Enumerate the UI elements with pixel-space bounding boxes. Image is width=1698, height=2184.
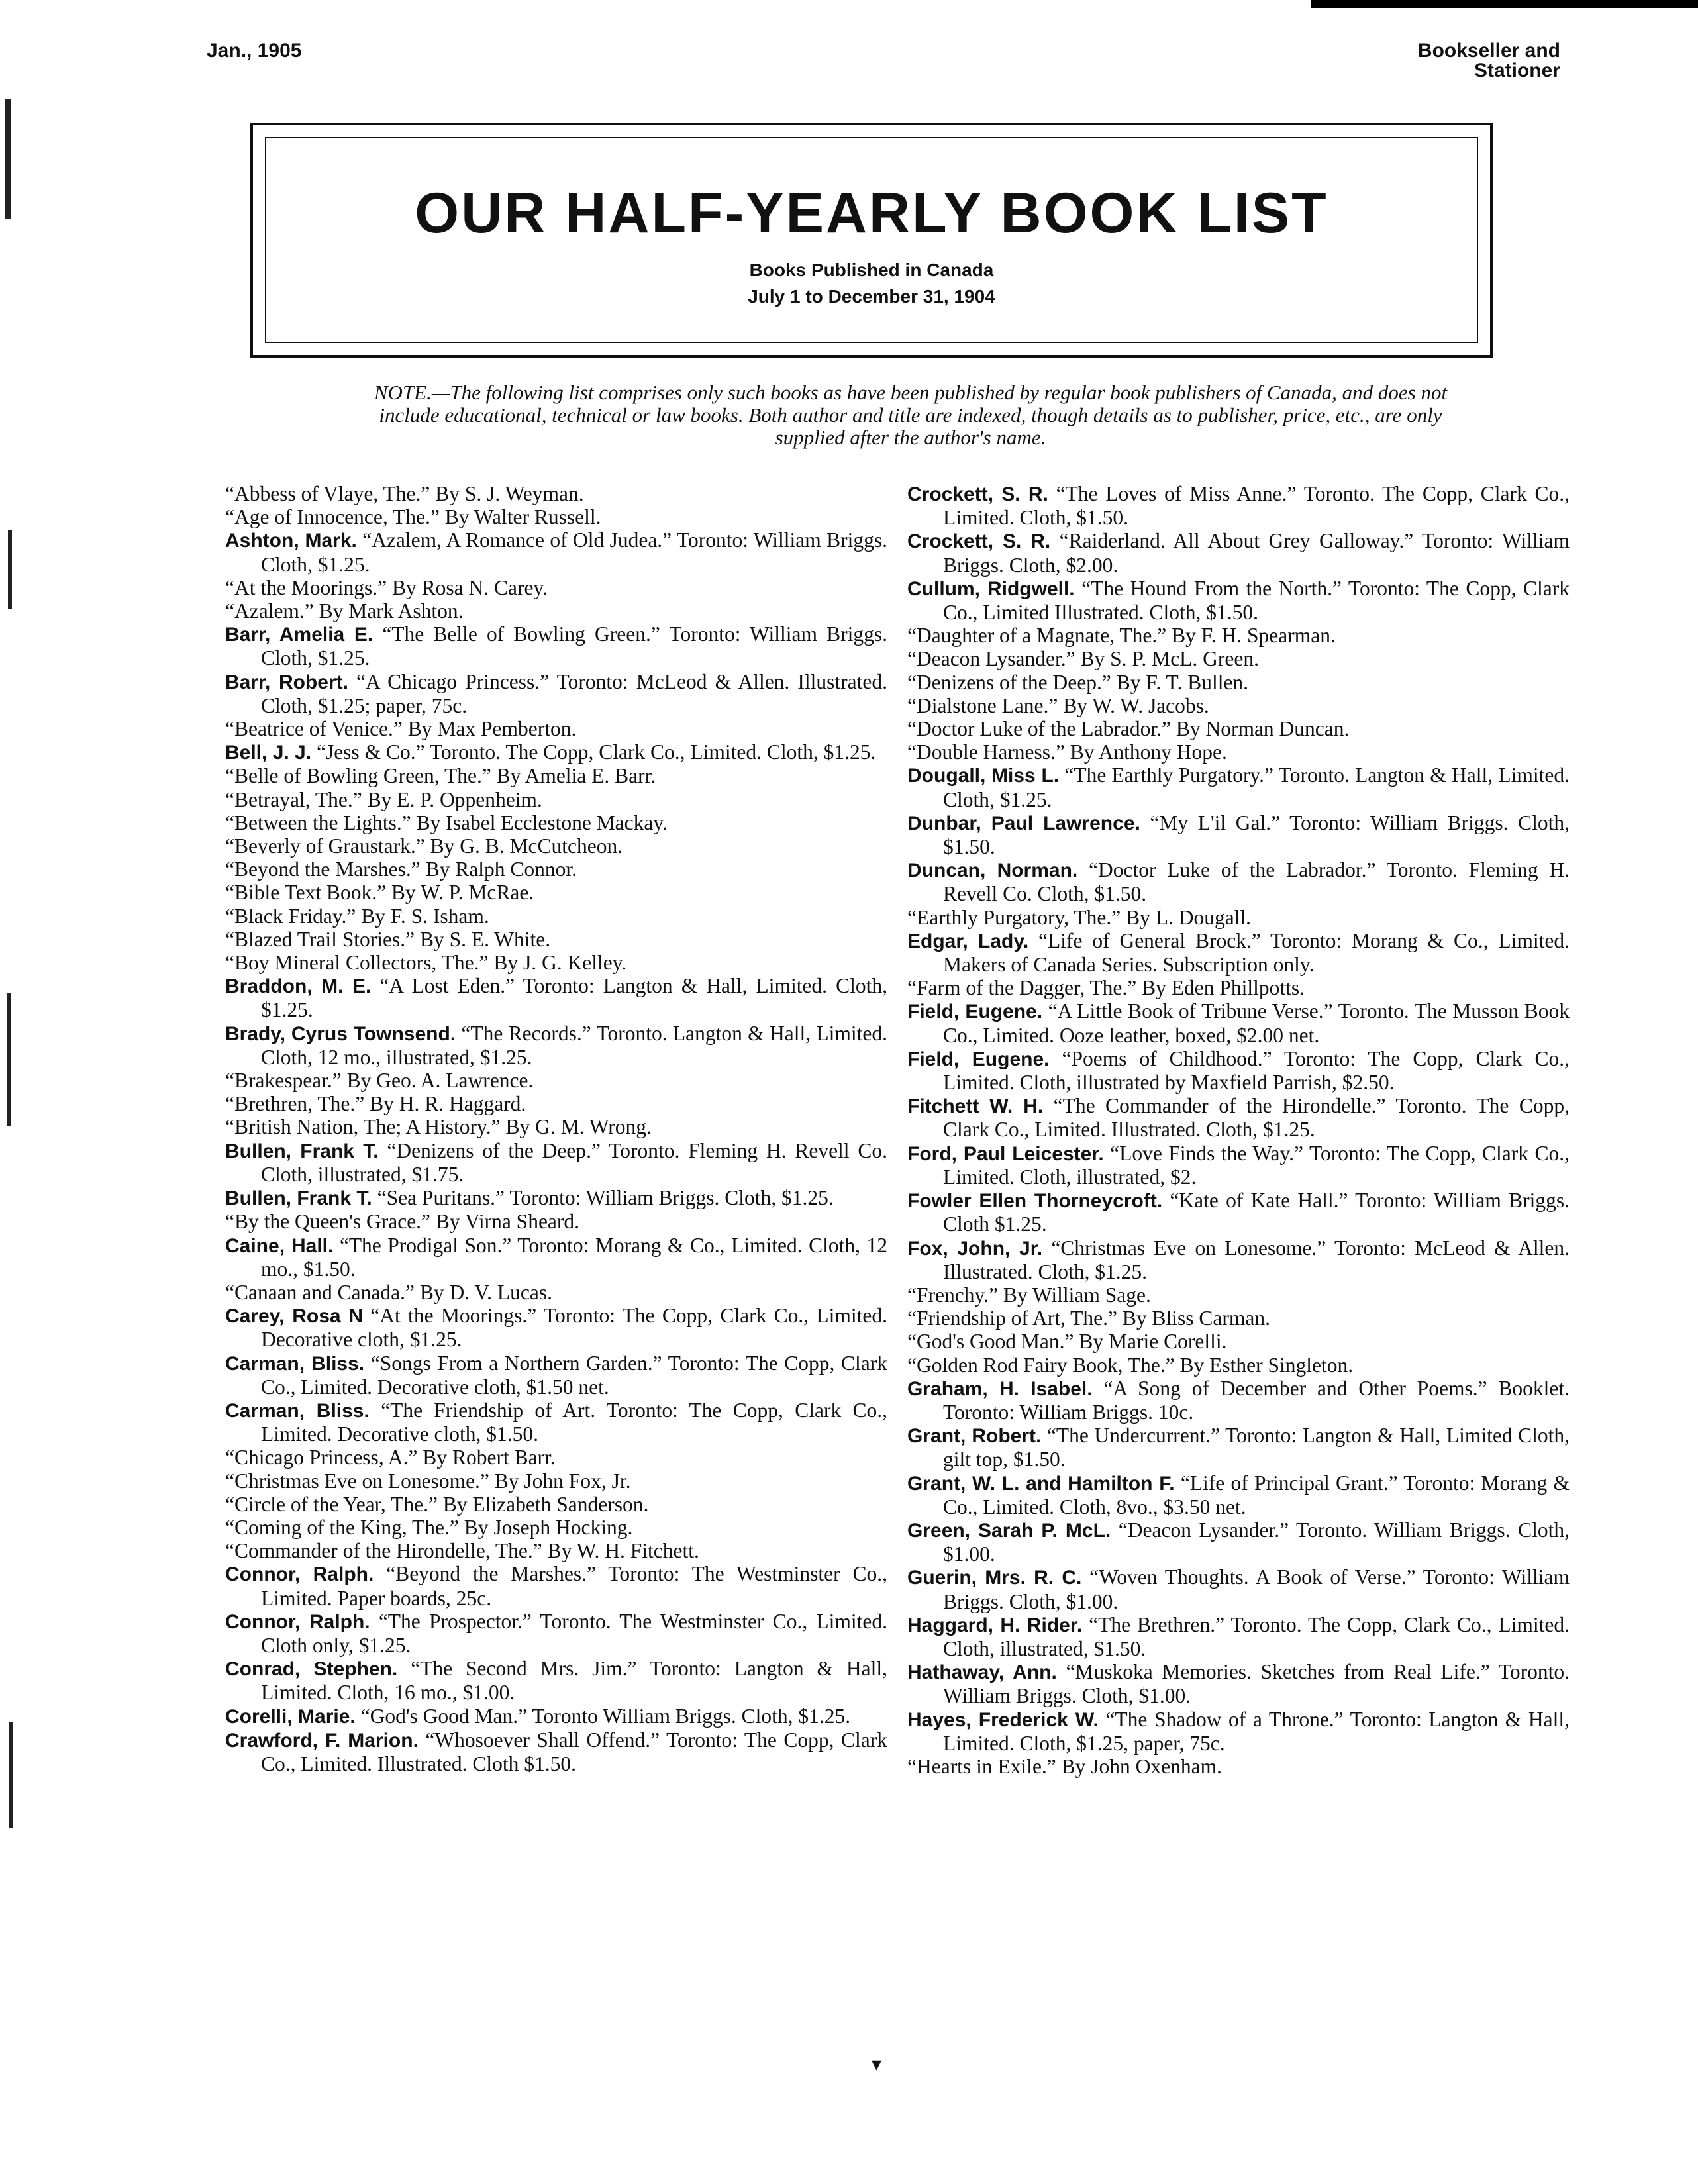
entry-text: “The Undercurrent.” Toronto: Langton & Hall, Limited Cloth, gilt top, $1.50. [943,1424,1570,1471]
entry-text: “Life of General Brock.” Toronto: Morang & Co., Limited. Makers of Canada Series. Subscription only. [943,928,1570,977]
book-entry [225,1234,887,1281]
entry-text: “Beatrice of Venice.” By Max Pemberton. [225,717,577,741]
entry-text: “Jess & Co.” Toronto. The Copp, Clark Co., Limited. Cloth, $1.25. [311,740,876,764]
book-entry [225,1562,887,1609]
book-entry [225,1446,887,1469]
book-entry [907,694,1570,717]
book-entry [907,740,1570,764]
entry-text: “Hearts in Exile.” By John Oxenham. [907,1754,1223,1778]
book-entry [225,1186,887,1210]
entry-text: “The Hound From the North.” Toronto: The Copp, Clark Co., Limited Illustrated. Cloth, $1.50. [943,576,1570,624]
entry-text: “Raiderland. All About Grey Galloway.” Toronto: William Briggs. Cloth, $2.00. [943,529,1570,577]
entry-text: “Poems of Childhood.” Toronto: The Copp, Clark Co., Limited. Cloth, illustrated by Maxfield Parrish, $2.50. [943,1046,1570,1095]
entry-text: “Woven Thoughts. A Book of Verse.” Toronto: William Briggs. Cloth, $1.00. [943,1565,1570,1613]
entry-text: “God's Good Man.” By Marie Corelli. [907,1330,1227,1354]
book-entry [225,858,887,881]
entry-text: “The Earthly Purgatory.” Toronto. Langton & Hall, Limited. Cloth, $1.25. [943,764,1570,811]
entry-text: “Beyond the Marshes.” By Ralph Connor. [225,858,577,881]
publication-name [1418,41,1560,81]
book-entry [225,1304,887,1351]
book-entry [225,1610,887,1657]
entry-text: “Beverly of Graustark.” By G. B. McCutcheon. [225,834,623,858]
entry-text: “By the Queen's Grace.” By Virna Sheard. [225,1210,580,1234]
book-entry [907,1424,1570,1471]
book-entry [225,834,887,858]
entry-author: Crockett, S. R. [907,530,1051,553]
entry-text: “Muskoka Memories. Sketches from Real Life.” Toronto. William Briggs. Cloth, $1.00. [943,1660,1570,1708]
book-entry [907,1518,1570,1565]
entry-text: “My L'il Gal.” Toronto: William Briggs. Cloth, $1.50. [943,811,1570,859]
book-entry [225,717,887,740]
entry-text: “Golden Rod Fairy Book, The.” By Esther Singleton. [907,1353,1354,1377]
book-entry [907,1471,1570,1518]
entry-text: “Beyond the Marshes.” Toronto: The Westminster Co., Limited. Paper boards, 25c. [261,1562,887,1610]
book-entry [225,764,887,787]
entry-text: “Denizens of the Deep.” By F. T. Bullen. [907,670,1249,694]
book-entry [225,1352,887,1399]
book-entry [907,1660,1570,1707]
entry-author: Fitchett W. H. [907,1095,1044,1118]
book-entry [225,951,887,974]
book-entry [907,1307,1570,1330]
book-entry [225,811,887,834]
book-entry [907,577,1570,624]
book-entry [225,905,887,928]
entry-text: “Denizens of the Deep.” Toronto. Fleming H. Revell Co. Cloth, illustrated, $1.75. [261,1138,887,1186]
book-entry [907,999,1570,1046]
scan-binding-mark [5,99,11,219]
book-list-right-column [907,482,1570,1778]
issue-date: Jan., 1905 [207,40,302,62]
entry-text: “Boy Mineral Collectors, The.” By J. G. Kelley. [225,951,627,975]
book-entry [225,1705,887,1728]
entry-author: Crawford, F. Marion. [225,1729,419,1752]
book-entry [225,1728,887,1775]
book-entry [225,1022,887,1069]
entry-author: Edgar, Lady. [907,930,1029,952]
entry-text: “A Lost Eden.” Toronto: Langton & Hall, Limited. Cloth, $1.25. [261,974,888,1022]
entry-text: “Black Friday.” By F. S. Isham. [225,904,489,928]
top-border-rule [1311,0,1698,8]
entry-author: Corelli, Marie. [225,1705,356,1728]
entry-author: Green, Sarah P. McL. [907,1519,1111,1542]
entry-text: “Coming of the King, The.” By Joseph Hocking. [225,1515,633,1539]
entry-author: Caine, Hall. [225,1234,334,1257]
book-entry [907,1142,1570,1189]
entry-text: “The Prodigal Son.” Toronto: Morang & Co., Limited. Cloth, 12 mo., $1.50. [261,1233,888,1281]
entry-text: “The Friendship of Art. Toronto: The Copp, Clark Co., Limited. Decorative cloth, $1.50. [261,1398,888,1446]
publication-name-line2: Stationer [1473,60,1560,81]
book-entry [225,788,887,811]
book-entry [225,1210,887,1233]
entry-text: “Age of Innocence, The.” By Walter Russell. [225,505,601,529]
entry-author: Hayes, Frederick W. [907,1709,1099,1731]
entry-author: Carey, Rosa N [225,1305,364,1328]
entry-text: “Christmas Eve on Lonesome.” Toronto: McLeod & Allen. Illustrated. Cloth, $1.25. [943,1236,1570,1283]
book-entry [907,482,1570,529]
entry-author: Grant, W. L. and Hamilton F. [907,1472,1175,1495]
entry-author: Bullen, Frank T. [225,1187,372,1210]
entry-text: “Deacon Lysander.” By S. P. McL. Green. [907,647,1259,671]
entry-text: “Farm of the Dagger, The.” By Eden Phillpotts. [907,976,1305,1000]
entry-text: “Deacon Lysander.” Toronto. William Briggs. Cloth, $1.00. [943,1518,1570,1566]
entry-text: “The Second Mrs. Jim.” Toronto: Langton & Hall, Limited. Cloth, 16 mo., $1.00. [261,1657,887,1705]
book-entry [225,1139,887,1186]
entry-text: “Azalem.” By Mark Ashton. [225,599,464,623]
entry-text: “Songs From a Northern Garden.” Toronto: The Copp, Clark Co., Limited. Decorative cloth, $1.50 net. [261,1351,887,1399]
book-entry [225,622,887,670]
book-entry [225,1399,887,1446]
book-entry [225,974,887,1021]
entry-text: “Double Harness.” By Anthony Hope. [907,740,1227,764]
book-entry [225,740,887,764]
entry-author: Field, Eugene. [907,1001,1043,1023]
book-entry [907,858,1570,905]
book-entry [907,529,1570,576]
entry-author: Bullen, Frank T. [225,1140,379,1162]
book-entry [225,1493,887,1516]
book-entry [225,1281,887,1304]
entry-author: Carman, Bliss. [225,1399,370,1422]
entry-text: “Frenchy.” By William Sage. [907,1283,1151,1307]
entry-text: “The Brethren.” Toronto. The Copp, Clark Co., Limited. Cloth, illustrated, $1.50. [943,1613,1570,1660]
entry-text: “The Prospector.” Toronto. The Westminster Co., Limited. Cloth only, $1.25. [261,1609,887,1657]
book-entry [907,929,1570,976]
page-footer-mark: ▾ [872,2054,882,2075]
entry-author: Carman, Bliss. [225,1352,365,1375]
entry-author: Barr, Amelia E. [225,624,374,646]
book-entry [907,1708,1570,1755]
entry-text: “Abbess of Vlaye, The.” By S. J. Weyman. [225,482,584,505]
entry-text: “Brakespear.” By Geo. A. Lawrence. [225,1069,534,1093]
entry-text: “Love Finds the Way.” Toronto: The Copp, Clark Co., Limited. Cloth, illustrated, $2. [943,1141,1570,1189]
entry-text: “Betrayal, The.” By E. P. Oppenheim. [225,787,542,811]
entry-author: Guerin, Mrs. R. C. [907,1567,1082,1589]
entry-author: Connor, Ralph. [225,1611,370,1633]
entry-author: Bell, J. J. [225,742,312,764]
scan-binding-mark [8,530,12,609]
book-entry [907,1613,1570,1660]
entry-text: “Sea Puritans.” Toronto: William Briggs. Cloth, $1.25. [372,1186,834,1210]
entry-text: “Daughter of a Magnate, The.” By F. H. Spearman. [907,624,1336,648]
subtitle-line1: Books Published in Canada [749,260,994,280]
entry-text: “Life of Principal Grant.” Toronto: Morang & Co., Limited. Cloth, 8vo., $3.50 net. [943,1471,1570,1518]
book-entry [907,976,1570,999]
entry-text: “Friendship of Art, The.” By Bliss Carman. [907,1307,1270,1330]
entry-author: Dougall, Miss L. [907,765,1060,787]
entry-text: “The Belle of Bowling Green.” Toronto: William Briggs. Cloth, $1.25. [261,622,887,670]
book-entry [907,1094,1570,1141]
book-list-left-column [225,482,887,1775]
entry-author: Graham, H. Isabel. [907,1377,1093,1400]
book-entry [225,1092,887,1115]
book-entry [907,1283,1570,1307]
entry-text: “Canaan and Canada.” By D. V. Lucas. [225,1280,552,1304]
entry-text: “Earthly Purgatory, The.” By L. Dougall. [907,905,1252,929]
publication-name-line1: Bookseller and [1417,40,1560,62]
entry-text: “At the Moorings.” By Rosa N. Carey. [225,575,548,599]
book-entry [907,1047,1570,1094]
entry-author: Conrad, Stephen. [225,1658,398,1681]
page-title: OUR HALF-YEARLY BOOK LIST [415,181,1328,245]
book-entry [907,647,1570,670]
entry-text: “The Commander of the Hirondelle.” Toronto. The Copp, Clark Co., Limited. Illustrated. Cloth, $1.25. [943,1094,1570,1142]
book-entry [907,1189,1570,1236]
entry-text: “Circle of the Year, The.” By Elizabeth Sanderson. [225,1492,649,1516]
entry-author: Fowler Ellen Thorneycroft. [907,1190,1163,1213]
entry-author: Brady, Cyrus Townsend. [225,1022,456,1045]
entry-text: “Whosoever Shall Offend.” Toronto: The Copp, Clark Co., Limited. Illustrated. Cloth $1.50. [261,1728,887,1775]
book-entry [225,1115,887,1138]
book-entry [907,671,1570,694]
entry-author: Cullum, Ridgwell. [907,577,1075,600]
entry-text: “Chicago Princess, A.” By Robert Barr. [225,1446,556,1469]
book-entry [225,576,887,599]
book-entry [225,528,887,575]
entry-text: “Blazed Trail Stories.” By S. E. White. [225,927,551,951]
entry-text: “Kate of Kate Hall.” Toronto: William Briggs. Cloth $1.25. [943,1189,1570,1236]
entry-text: “Commander of the Hirondelle, The.” By W. H. Fitchett. [225,1539,699,1563]
editorial-note: NOTE.—The following list comprises only such books as have been published by regular book publishers of Canada, and does not include educational, technical or law books. Both author and title are indexed, though details as to publisher, price, etc., are only supplied after the author's name. [374,381,1448,449]
entry-author: Connor, Ralph. [225,1564,374,1586]
entry-author: Grant, Robert. [907,1425,1042,1448]
entry-author: Ford, Paul Leicester. [907,1142,1104,1165]
entry-text: “A Chicago Princess.” Toronto: McLeod & Allen. Illustrated. Cloth, $1.25; paper, 75c. [261,670,887,717]
entry-text: “British Nation, The; A History.” By G. M. Wrong. [225,1115,652,1139]
entry-author: Hathaway, Ann. [907,1662,1057,1684]
entry-author: Ashton, Mark. [225,530,357,552]
entry-text: “Belle of Bowling Green, The.” By Amelia E. Barr. [225,764,656,788]
entry-author: Field, Eugene. [907,1048,1050,1070]
book-entry [225,1069,887,1092]
book-entry [225,881,887,904]
book-entry [225,599,887,622]
entry-text: “Doctor Luke of the Labrador.” By Norman Duncan. [907,717,1350,741]
entry-author: Barr, Robert. [225,671,348,693]
entry-author: Fox, John, Jr. [907,1237,1043,1260]
title-box [250,123,1493,358]
book-entry [907,1755,1570,1778]
entry-text: “Doctor Luke of the Labrador.” Toronto. Fleming H. Revell Co. Cloth, $1.50. [943,858,1570,906]
book-entry [907,624,1570,647]
entry-author: Duncan, Norman. [907,860,1078,882]
book-entry [907,1565,1570,1613]
book-entry [907,717,1570,740]
entry-author: Dunbar, Paul Lawrence. [907,812,1140,834]
book-entry [907,1354,1570,1377]
entry-author: Braddon, M. E. [225,975,372,998]
entry-author: Crockett, S. R. [907,483,1048,505]
entry-author: Haggard, H. Rider. [907,1614,1083,1636]
entry-text: “Christmas Eve on Lonesome.” By John Fox, Jr. [225,1469,631,1493]
book-entry [907,1236,1570,1283]
subtitle-line2: July 1 to December 31, 1904 [748,286,995,307]
entry-text: “God's Good Man.” Toronto William Briggs. Cloth, $1.25. [355,1704,851,1728]
entry-text: “Bible Text Book.” By W. P. McRae. [225,881,534,905]
scan-binding-mark [9,1722,13,1828]
book-entry [225,670,887,717]
book-entry [907,1330,1570,1353]
entry-text: “The Loves of Miss Anne.” Toronto. The Copp, Clark Co., Limited. Cloth, $1.50. [943,482,1570,530]
book-entry [907,764,1570,811]
book-entry [225,1657,887,1704]
book-entry [225,482,887,505]
entry-text: “The Shadow of a Throne.” Toronto: Langton & Hall, Limited. Cloth, $1.25, paper, 75c. [943,1707,1570,1755]
book-entry [907,811,1570,858]
book-entry [907,1377,1570,1424]
entry-text: “A Song of December and Other Poems.” Booklet. Toronto: William Briggs. 10c. [943,1376,1570,1424]
scan-binding-mark [7,993,11,1126]
book-entry [225,505,887,528]
book-entry [225,1539,887,1562]
entry-text: “Between the Lights.” By Isabel Ecclestone Mackay. [225,811,668,834]
entry-text: “The Records.” Toronto. Langton & Hall, Limited. Cloth, 12 mo., illustrated, $1.25. [261,1021,887,1069]
book-entry [225,928,887,951]
entry-text: “At the Moorings.” Toronto: The Copp, Clark Co., Limited. Decorative cloth, $1.25. [261,1304,887,1352]
entry-text: “A Little Book of Tribune Verse.” Toronto. The Musson Book Co., Limited. Ooze leather, boxed, $2.00 net. [943,999,1570,1047]
entry-text: “Azalem, A Romance of Old Judea.” Toronto: William Briggs. Cloth, $1.25. [261,528,888,576]
book-entry [225,1469,887,1493]
book-entry [907,906,1570,929]
entry-text: “Dialstone Lane.” By W. W. Jacobs. [907,693,1209,717]
entry-text: “Brethren, The.” By H. R. Haggard. [225,1092,526,1116]
book-entry [225,1516,887,1539]
